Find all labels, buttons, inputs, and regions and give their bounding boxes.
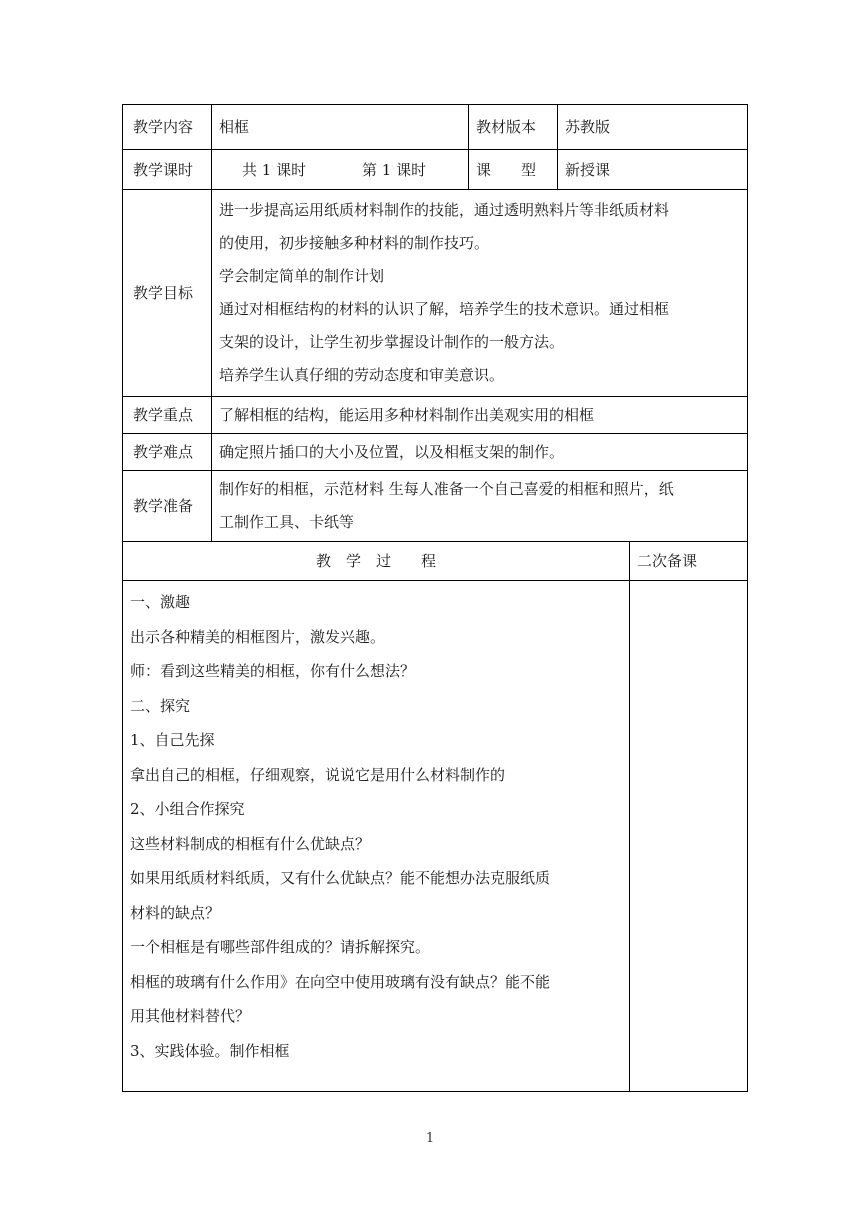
- row-key-point: [123, 397, 748, 434]
- second-prep-heading: 二次备课: [630, 542, 748, 581]
- row-difficulty: [123, 434, 748, 471]
- difficulty-label: 教学难点: [123, 434, 212, 471]
- second-prep-content: [630, 581, 748, 1092]
- lesson-plan-table: [122, 104, 748, 1092]
- goal-line: 进一步提高运用纸质材料制作的技能，通过透明熟料片等非纸质材料: [219, 201, 670, 219]
- process-line: 3、实践体验。制作相框: [130, 1041, 290, 1060]
- key-point-value: 了解相框的结构，能运用多种材料制作出美观实用的相框: [212, 397, 748, 434]
- process-line: 相框的玻璃有什么作用》在向空中使用玻璃有没有缺点？能不能: [130, 972, 551, 991]
- process-line: 出示各种精美的相框图片，激发兴趣。: [130, 627, 386, 646]
- goals-content: [212, 190, 748, 397]
- row-preparation: [123, 471, 748, 542]
- process-line: 拿出自己的相框，仔细观察，说说它是用什么材料制作的: [130, 765, 506, 784]
- hours-label: 教学课时: [123, 150, 212, 190]
- page-number: 1: [425, 1131, 435, 1146]
- preparation-content: [212, 471, 748, 542]
- hours-cell: [212, 150, 469, 190]
- process-line: 材料的缺点？: [130, 903, 221, 922]
- content-value: 相框: [212, 105, 469, 150]
- key-point-label: 教学重点: [123, 397, 212, 434]
- process-line: 用其他材料替代？: [130, 1007, 251, 1025]
- preparation-line: 工制作工具、卡纸等: [219, 513, 355, 531]
- goals-label: 教学目标: [123, 190, 212, 397]
- process-heading: 教 学 过 程: [123, 542, 630, 581]
- process-line: 师：看到这些精美的相框，你有什么想法？: [130, 662, 416, 680]
- goal-line: 的使用，初步接触多种材料的制作技巧。: [219, 234, 490, 252]
- preparation-label: 教学准备: [123, 471, 212, 542]
- row-process-body: [123, 581, 748, 1092]
- process-line: 2、小组合作探究: [130, 800, 245, 818]
- edition-value: 苏教版: [558, 105, 748, 150]
- difficulty-value: 确定照片插口的大小及位置，以及相框支架的制作。: [212, 434, 748, 471]
- content-label: 教学内容: [123, 105, 212, 150]
- process-line: 这些材料制成的相框有什么优缺点？: [130, 834, 371, 853]
- process-content: [123, 581, 630, 1092]
- goal-line: 培养学生认真仔细的劳动态度和审美意识。: [219, 366, 505, 384]
- row-hours: [123, 150, 748, 190]
- process-line: 如果用纸质材料纸质，又有什么优缺点？能不能想办法克服纸质: [130, 869, 551, 887]
- process-line: 1、自己先探: [130, 731, 215, 749]
- row-goals: [123, 190, 748, 397]
- goal-line: 通过对相框结构的材料的认识了解，培养学生的技术意识。通过相框: [219, 300, 670, 318]
- preparation-line: 制作好的相框，示范材料 生每人准备一个自己喜爱的相框和照片，纸: [219, 480, 674, 498]
- type-value: 新授课: [558, 150, 748, 190]
- process-line: 二、探究: [130, 696, 191, 715]
- row-process-heading: [123, 542, 748, 581]
- process-line: 一、激趣: [130, 593, 191, 611]
- total-hours: 共 1 课时: [242, 160, 307, 179]
- type-label: 课 型: [469, 150, 558, 190]
- row-content: [123, 105, 748, 150]
- current-hour: 第 1 课时: [362, 160, 427, 179]
- goal-line: 学会制定简单的制作计划: [219, 267, 385, 285]
- process-line: 一个相框是有哪些部件组成的？请拆解探究。: [130, 938, 431, 956]
- edition-label: 教材版本: [469, 105, 558, 150]
- goal-line: 支架的设计，让学生初步掌握设计制作的一般方法。: [219, 333, 565, 351]
